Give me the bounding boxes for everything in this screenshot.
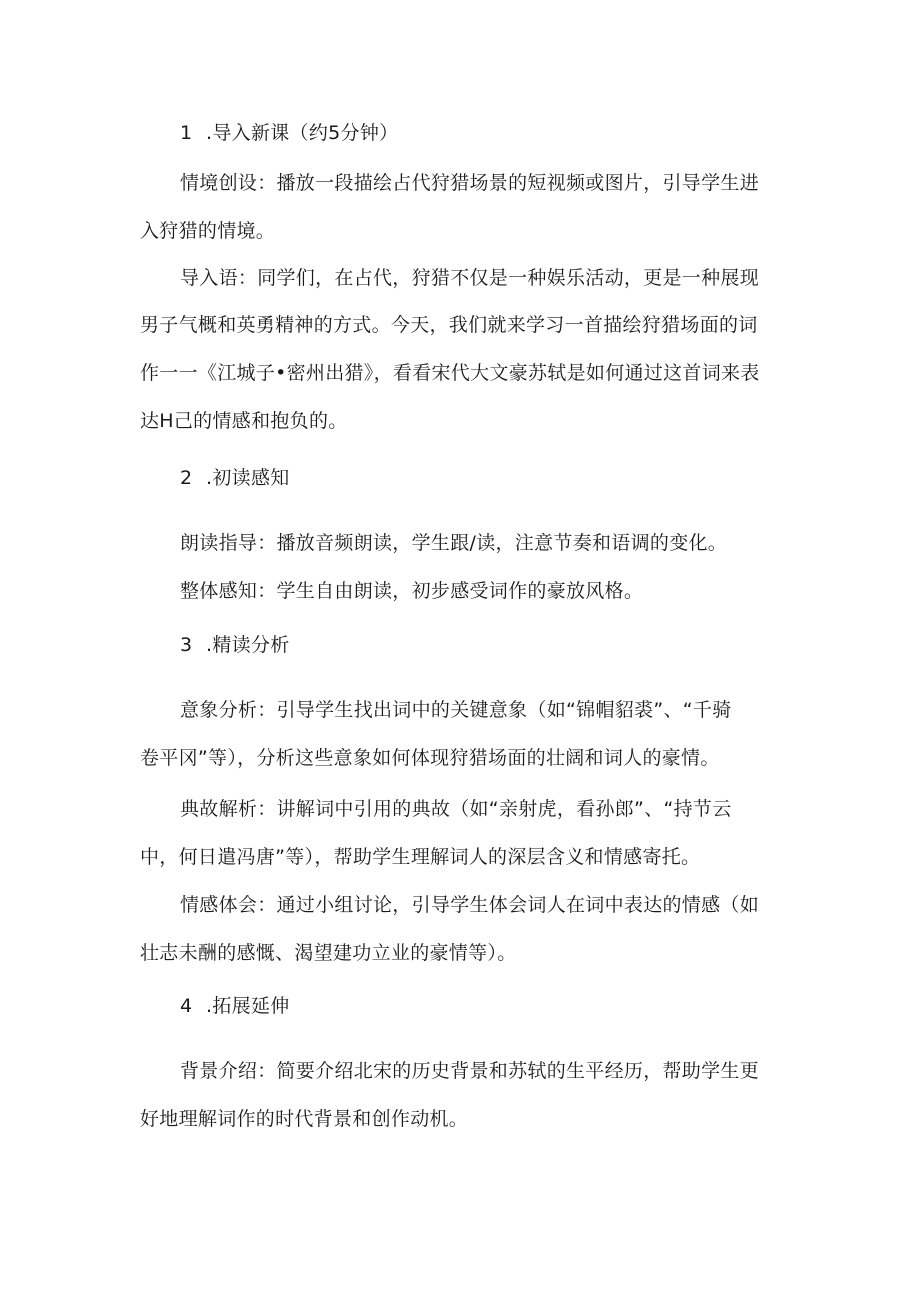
paragraph-line: 整体感知：学生自由朗读，初步感受词作的豪放风格。	[180, 580, 644, 602]
section-number: 3	[180, 634, 193, 656]
paragraph-line: 好地理解词作的时代背景和创作动机。	[140, 1108, 469, 1130]
section-title: .导入新课（约5分钟）	[206, 122, 399, 144]
section-heading-2	[180, 466, 830, 490]
paragraph-line: 作一一《江城子•密州出猎》，看看宋代大文豪苏轼是如何通过这首词来表	[140, 362, 760, 384]
paragraph-line: 情感体会：通过小组讨论，引导学生体会词人在词中表达的情感（如	[180, 894, 760, 916]
paragraph-line: 导入语：同学们，在占代，狩猎不仅是一种娱乐活动，更是一种展现	[180, 267, 760, 289]
section-title: .初读感知	[206, 467, 290, 489]
paragraph-line: 男子气概和英勇精神的方式。今天，我们就来学习一首描绘狩猎场面的词	[140, 314, 758, 336]
section-number: 1	[180, 122, 193, 144]
paragraph-line: 达H己的情感和抱负的。	[140, 410, 348, 432]
paragraph-line: 朗读指导：播放音频朗读，学生跟/读，注意节奏和语调的变化。	[180, 532, 728, 554]
section-heading-4	[180, 994, 830, 1018]
paragraph-line: 壮志未酬的感慨、渴望建功立业的豪情等）。	[140, 942, 517, 964]
paragraph-line: 中，何日遣冯唐”等），帮助学生理解词人的深层含义和情感寄托。	[140, 846, 701, 868]
section-number: 4	[180, 995, 193, 1017]
section-heading-1	[180, 121, 830, 145]
paragraph-line: 背景介绍：简要介绍北宋的历史背景和苏轼的生平经历，帮助学生更	[180, 1060, 760, 1082]
paragraph-line: 卷平冈”等），分析这些意象如何体现狩猎场面的壮阔和词人的豪情。	[140, 747, 720, 769]
paragraph-line: 意象分析：引导学生找出词中的关键意象（如“锦帽貂裘”、“千骑	[180, 699, 732, 721]
section-title: .精读分析	[206, 634, 290, 656]
section-number: 2	[180, 467, 193, 489]
paragraph-line: 典故解析：讲解词中引用的典故（如“亲射虎，看孙郎”、“持节云	[180, 798, 732, 820]
section-title: .拓展延伸	[206, 995, 290, 1017]
paragraph-line: 情境创设：播放一段描绘占代狩猎场景的短视频或图片，引导学生进	[180, 172, 760, 194]
paragraph-line: 入狩猎的情境。	[140, 220, 276, 242]
section-heading-3	[180, 633, 830, 657]
